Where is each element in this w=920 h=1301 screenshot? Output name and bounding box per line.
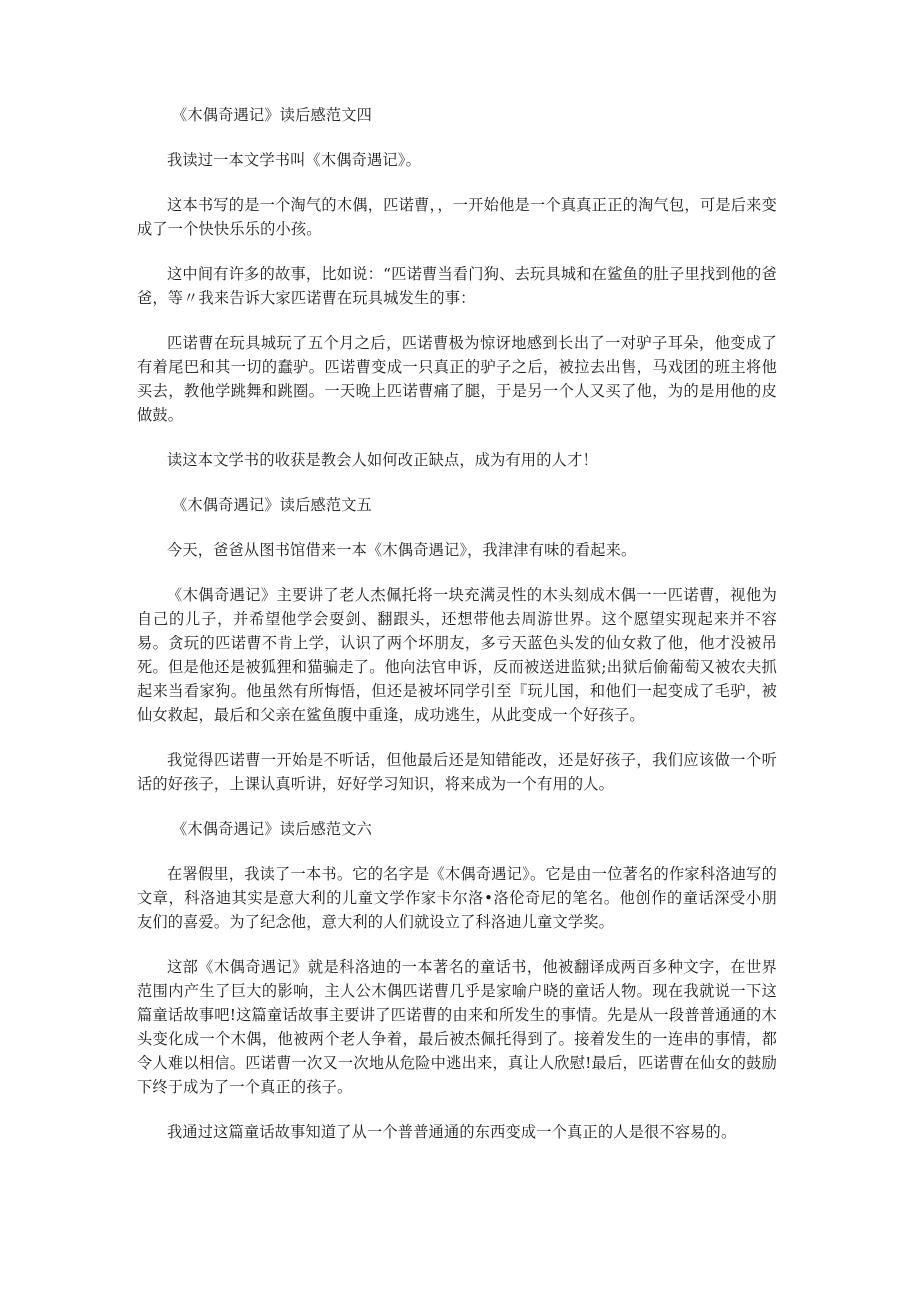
- paragraph: 在署假里，我读了一本书。它的名字是《木偶奇遇记》。它是由一位著名的作家科洛迪写的文章，科洛迪其实是意大利的儿童文学作家卡尔洛•洛伦奇尼的笔名。他创作的童话深受小朋友们的喜爱。为了纪念他，意大利的人们就设立了科洛迪儿童文学奖。: [137, 865, 777, 931]
- paragraph: 今天，爸爸从图书馆借来一本《木偶奇遇记》，我津津有味的看起来。: [167, 541, 637, 559]
- paragraph: 这中间有许多的故事，比如说：“匹诺曹当看门狗、去玩具城和在鲨鱼的肚子里找到他的爸爸，等〃我来告诉大家匹诺曹在玩具城发生的事：: [137, 265, 777, 307]
- section-heading: 《木偶奇遇记》读后感范文四: [172, 106, 373, 124]
- paragraph: 读这本文学书的收获是教会人如何改正缺点，成为有用的人才！: [167, 451, 598, 469]
- document-page: [137, 103, 777, 1165]
- paragraph: 我通过这篇童话故事知道了从一个普普通通的东西变成一个真正的人是很不容易的。: [167, 1123, 737, 1141]
- paragraph: 匹诺曹在玩具城玩了五个月之后，匹诺曹极为惊讶地感到长出了一对驴子耳朵，他变成了有着尾巴和其一切的蠢驴。匹诺曹变成一只真正的驴子之后，被拉去出售，马戏团的班主将他买去，教他学跳舞和跳圈。一天晚上匹诺曹痛了腿，于是另一个人又买了他，为的是用他的皮做鼓。: [137, 334, 777, 424]
- paragraph: 这部《木偶奇遇记》就是科洛迪的一本著名的童话书，他被翻译成两百多种文字，在世界范围内产生了巨大的影响，主人公木偶匹诺曹几乎是家喻户晓的童话人物。现在我就说一下这篇童话故事吧!这篇童话故事主要讲了匹诺曹的由来和所发生的事情。先是从一段普普通通的木头变化成一个木偶，他被两个老人争着，最后被杰佩托得到了。接着发生的一连串的事情，都令人难以相信。匹诺曹一次又一次地从危险中逃出来，真让人欣慰!最后，匹诺曹在仙女的鼓励下终于成为了一个真正的孩子。: [137, 958, 777, 1096]
- section-heading: 《木偶奇遇记》读后感范文五: [172, 496, 373, 514]
- section-heading: 《木偶奇遇记》读后感范文六: [172, 820, 373, 838]
- paragraph: 这本书写的是一个淘气的木偶，匹诺曹，，一开始他是一个真真正正的淘气包，可是后来变成了一个快快乐乐的小孩。: [137, 196, 777, 238]
- paragraph: 《木偶奇遇记》主要讲了老人杰佩托将一块充满灵性的木头刻成木偶一一匹诺曹，视他为自己的儿子，并希望他学会耍剑、翻跟头，还想带他去周游世界。这个愿望实现起来并不容易。贪玩的匹诺曹不肯上学，认识了两个坏朋友，多亏天蓝色头发的仙女救了他，他才没被吊死。但是他还是被狐狸和猫骗走了。他向法官申诉，反而被送进监狱;出狱后偷葡萄又被农夫抓起来当看家狗。他虽然有所悔悟，但还是被坏同学引至『玩儿国，和他们一起变成了毛驴，被仙女救起，最后和父亲在鲨鱼腹中重逢，成功逃生，从此变成一个好孩子。: [137, 586, 777, 724]
- paragraph: 我觉得匹诺曹一开始是不听话，但他最后还是知错能改，还是好孩子，我们应该做一个听话的好孩子，上课认真听讲，好好学习知识，将来成为一个有用的人。: [137, 751, 777, 793]
- paragraph: 我读过一本文学书叫《木偶奇遇记》。: [167, 151, 421, 169]
